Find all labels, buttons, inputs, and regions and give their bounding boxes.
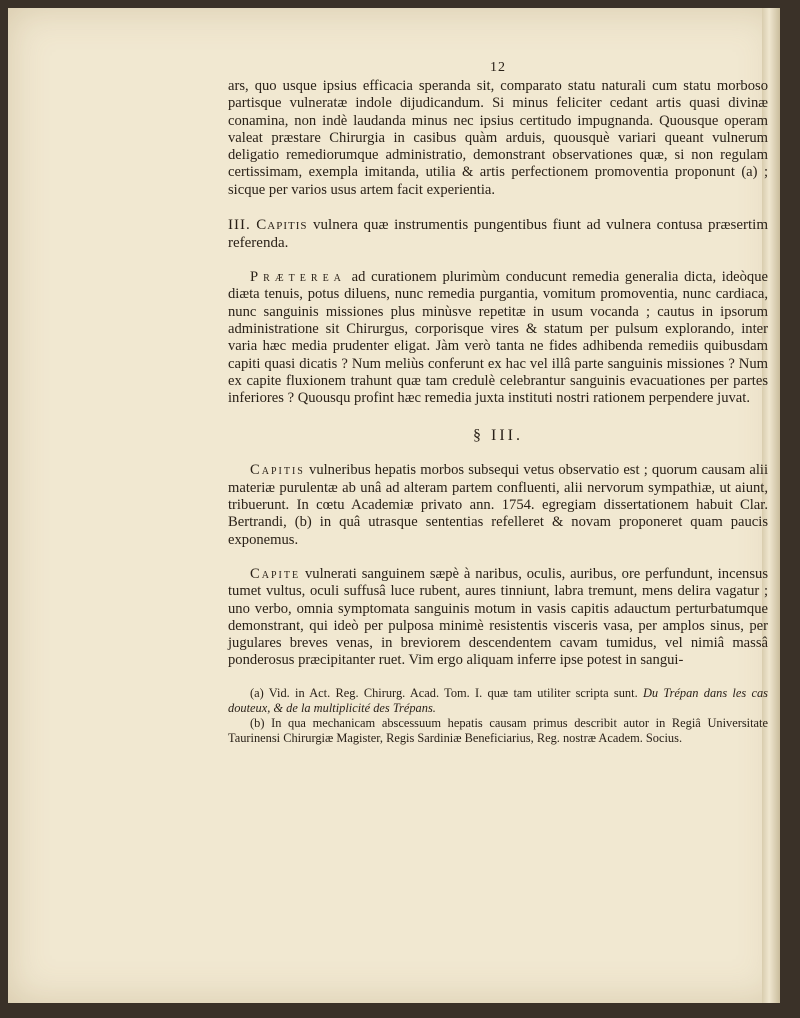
paragraph-3-lead: Capitis [250, 462, 305, 479]
paragraph-2-lead: Præterea [250, 269, 346, 286]
paragraph-1: ars, quo usque ipsius efficacia speranda sit, comparato statu naturali cum statu morboso partisque vulneratæ indole dijudicandum. Si minus feliciter cedant artis quasi divinæ conamina, non indè laudanda minus nec ipsius certitudo impugnanda. Quousque operam valeat præstare Chirurgia in casibus quàm arduis, quousquè variari queant vulnerum deligatio remediorumque administratio, demonstrant observationes quæ, si non regulam certissimam, exempla imitanda, utilia & artis perfectionem promoventia proponunt (a) ; sicque per varios usus artem facit experientia. [228, 78, 768, 198]
paragraph-4-lead: Capite [250, 565, 301, 582]
footnote-b: (b) In qua mechanicam abscessuum hepatis causam primus describit autor in Regiâ Universitate Taurinensi Chirurgiæ Magister, Regis Sardiniæ Beneficiarius, Reg. nostræ Academ. Socius. [228, 715, 768, 745]
section-heading [228, 217, 768, 252]
heading-number: III. [228, 217, 251, 234]
heading-text: vulnera quæ instrumentis pungentibus fiunt ad vulnera contusa præsertim referenda. [228, 217, 769, 251]
footnote-a-italic: Du Trépan dans les cas douteux, & de la multiplicité des Trépans. [228, 685, 768, 715]
section-mark: § III. [473, 427, 523, 445]
text-block [228, 60, 768, 746]
paragraph-3 [228, 462, 768, 548]
heading-word: Capitis [256, 217, 308, 234]
paragraph-4-text: vulnerati sanguinem sæpè à naribus, oculis, auribus, ore perfundunt, incensus tumet vultus, oculi suffusâ luce rubent, aures tinniunt, labra tremunt, mens delira vagatur ; uno verbo, omnia symptomata sanguinis motum in vasis capitis adauctum perturbatumque demonstrant, qui ideò per pulposa minimè resistentis visceris vasa, per amplos sinus, per jugulares breves venas, in breviorem descendentem cavam tumidus, vel nimiâ massâ ponderosus præcipitanter ruet. Vim ergo aliquam inferre ipse potest in sangui- [228, 565, 768, 669]
footnote-a-text: (a) Vid. in Act. Reg. Chirurg. Acad. Tom. I. quæ tam utiliter scripta sunt. [250, 685, 638, 700]
book-page [8, 8, 780, 1003]
paragraph-3-text: vulneribus hepatis morbos subsequi vetus observatio est ; quorum causam alii materiæ purulentæ ab unâ ad alteram partem confluenti, alii nervorum sympathiæ, ut aiunt, tribuerunt. In cœtu Academiæ privato ann. 1754. egregiam dissertationem habuit Clar. Bertrandi, (b) in quâ utrasque sententias refelleret & novam proponeret quam paucis exponemus. [228, 462, 768, 548]
paragraph-4 [228, 566, 768, 670]
footnotes [228, 686, 768, 746]
footnote-a [228, 686, 768, 716]
paragraph-2 [228, 269, 768, 407]
paragraph-2-text: ad curationem plurimùm conducunt remedia generalia dicta, ideòque diæta tenuis, potus diluens, nunc remedia purgantia, vomitum promoventia, nunc cardiaca, nunc sanguinis missiones plus minùsve repetitæ in usum vocanda ; cautus in ipsorum administratione sit Chirurgus, corporisque vires & statum per pulsum explorando, inter varia hæc media prudenter eligat. Jàm verò tanta ne fides adhibenda remediis quibusdam capiti quasi dicatis ? Num meliùs conferunt ex hac vel illâ parte sanguinis missiones ? Num ex capite fluxionem trahunt quæ tam credulè celebrantur sanguinis evacuationes per partes inferiores ? Quousqu profint hæc remedia juxta instituti nostri rationem perpendere juvat. [228, 269, 769, 407]
page-number: 12 [490, 60, 506, 75]
